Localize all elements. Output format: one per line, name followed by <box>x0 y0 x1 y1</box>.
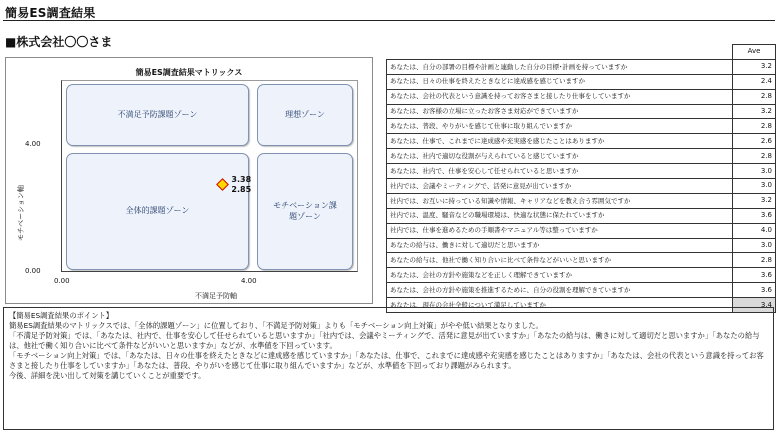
page-title: 簡易ES調査結果 <box>5 6 96 20</box>
table-row <box>387 104 776 119</box>
table-header-spacer <box>387 45 733 60</box>
x-tick-origin: 0.00 <box>54 277 70 285</box>
question-cell: あなたは、自分の部署の目標や計画と連動した自分の目標･計画を持っていますか <box>387 59 733 74</box>
comment-line: 今後、詳細を洗い出して対策を講じていくことが重要です。 <box>9 371 206 380</box>
average-cell: 3.2 <box>733 104 776 119</box>
y-axis-label: モチベーション軸 <box>17 185 25 241</box>
average-cell: 3.4 <box>733 298 776 313</box>
title-bar <box>3 2 775 21</box>
question-cell: あなたの給与は、働きに対して適切だと思いますか <box>387 238 733 253</box>
average-cell: 3.0 <box>733 164 776 179</box>
table-row <box>387 253 776 268</box>
comment-box <box>3 307 774 430</box>
table-row <box>387 164 776 179</box>
question-cell: あなたは、社内で、仕事を安心して任せられていると思いますか <box>387 164 733 179</box>
table-row <box>387 89 776 104</box>
data-point-label <box>231 175 251 195</box>
comment-heading: 【簡易ES調査結果のポイント】 <box>9 311 114 320</box>
comment-line: 簡易ES調査結果のマトリックスでは、「全体的課題ゾーン」に位置しており、「不満足予防対策」よりも「モチベーション向上対策」がやや低い結果となりました。 <box>9 321 543 330</box>
question-cell: あなたの給与は、他社で働く知り合いに比べて条件などがいいと思いますか <box>387 253 733 268</box>
average-cell: 2.6 <box>733 134 776 149</box>
comment-line: 「不満足予防対策」では、「あなたは、社内で、仕事を安心して任せられていると思いますか」「社内では、会議やミーティングで、活発に意見が出ていますか」「あなたの給与は、働きに対して適切だと思いますか」「あなたの給与は、他社で働く知り合いに比べて条件などがいいと思いますか」などが、水準値を下回っています。 <box>9 331 760 350</box>
question-cell: あなたは、日々の仕事を終えたときなどに達成感を感じていますか <box>387 74 733 89</box>
comment-line: 「モチベーション向上対策」では、「あなたは、日々の仕事を終えたときなどに達成感を感じていますか」「あなたは、仕事で、これまでに達成感や充実感を感じたことはありますか」「あなたは、会社の代表という意識を持ってお客さまと接したり仕事をしていますか」「あなたは、普段、やりがいを感じて仕事に取り組んでいますか」などが、水準値を下回っており課題がみられます。 <box>9 351 764 370</box>
table-row <box>387 283 776 298</box>
question-cell: あなたは、仕事で、これまでに達成感や充実感を感じたことはありますか <box>387 134 733 149</box>
question-cell: あなたは、会社の代表という意識を持ってお客さまと接したり仕事をしていますか <box>387 89 733 104</box>
table-header-ave: Ave <box>733 45 776 60</box>
average-cell: 2.8 <box>733 119 776 134</box>
data-point-x-value: 3.38 <box>231 174 252 184</box>
average-cell: 2.8 <box>733 149 776 164</box>
question-cell: あなたは、普段、やりがいを感じて仕事に取り組んでいますか <box>387 119 733 134</box>
table-row <box>387 74 776 89</box>
zone-motivation-issue: モチベーション課題ゾーン <box>257 153 353 270</box>
average-cell: 4.0 <box>733 223 776 238</box>
average-cell: 3.6 <box>733 208 776 223</box>
question-cell: あなたは、会社の方針や施策を推進するために、自分の役割を理解できていますか <box>387 283 733 298</box>
table-row <box>387 193 776 208</box>
question-cell: あなたは、会社の方針や施策などを正しく理解できていますか <box>387 268 733 283</box>
survey-table <box>386 44 776 313</box>
company-name: ■株式会社〇〇さま <box>5 35 113 49</box>
average-cell: 2.8 <box>733 89 776 104</box>
zone-dissatisfaction-prevention: 不満足予防課題ゾーン <box>66 84 249 146</box>
table-row <box>387 223 776 238</box>
table-row <box>387 149 776 164</box>
average-cell: 3.2 <box>733 193 776 208</box>
average-cell: 2.4 <box>733 74 776 89</box>
table-header-row <box>387 45 776 60</box>
matrix-chart <box>5 57 373 304</box>
question-cell: 社内では、会議やミーティングで、活発に意見が出ていますか <box>387 179 733 194</box>
question-cell: 社内では、お互いに持っている知識や情報、キャリアなどを教え合う雰囲気ですか <box>387 193 733 208</box>
table-row <box>387 59 776 74</box>
table-row <box>387 119 776 134</box>
question-cell: あなたは、社内で適切な役割が与えられていると感じていますか <box>387 149 733 164</box>
average-cell: 3.0 <box>733 179 776 194</box>
question-cell: あなたは、現在の会社全般について満足していますか <box>387 298 733 313</box>
question-cell: あなたは、お客様の立場に立ったお客さま対応ができていますか <box>387 104 733 119</box>
table-row <box>387 134 776 149</box>
table-row <box>387 238 776 253</box>
question-cell: 社内では、仕事を進めるための手順書やマニュアル等は整っていますか <box>387 223 733 238</box>
question-cell: 社内では、温度、騒音などの職場環境は、快適な状態に保たれていますか <box>387 208 733 223</box>
zone-ideal: 理想ゾーン <box>257 84 353 146</box>
average-cell: 3.0 <box>733 238 776 253</box>
y-tick-mid: 4.00 <box>25 140 41 148</box>
x-tick-mid: 4.00 <box>241 277 257 285</box>
average-cell: 2.8 <box>733 253 776 268</box>
data-point-y-value: 2.85 <box>231 184 252 194</box>
x-axis-label: 不満足予防軸 <box>195 292 237 300</box>
average-cell: 3.2 <box>733 59 776 74</box>
table-row <box>387 179 776 194</box>
average-cell: 3.6 <box>733 283 776 298</box>
table-row <box>387 268 776 283</box>
chart-title: 簡易ES調査結果マトリックス <box>135 68 243 77</box>
average-cell: 3.6 <box>733 268 776 283</box>
plot-area <box>61 80 358 272</box>
zone-overall-issue: 全体的課題ゾーン <box>66 153 249 270</box>
table-row <box>387 208 776 223</box>
y-tick-origin: 0.00 <box>25 267 41 275</box>
